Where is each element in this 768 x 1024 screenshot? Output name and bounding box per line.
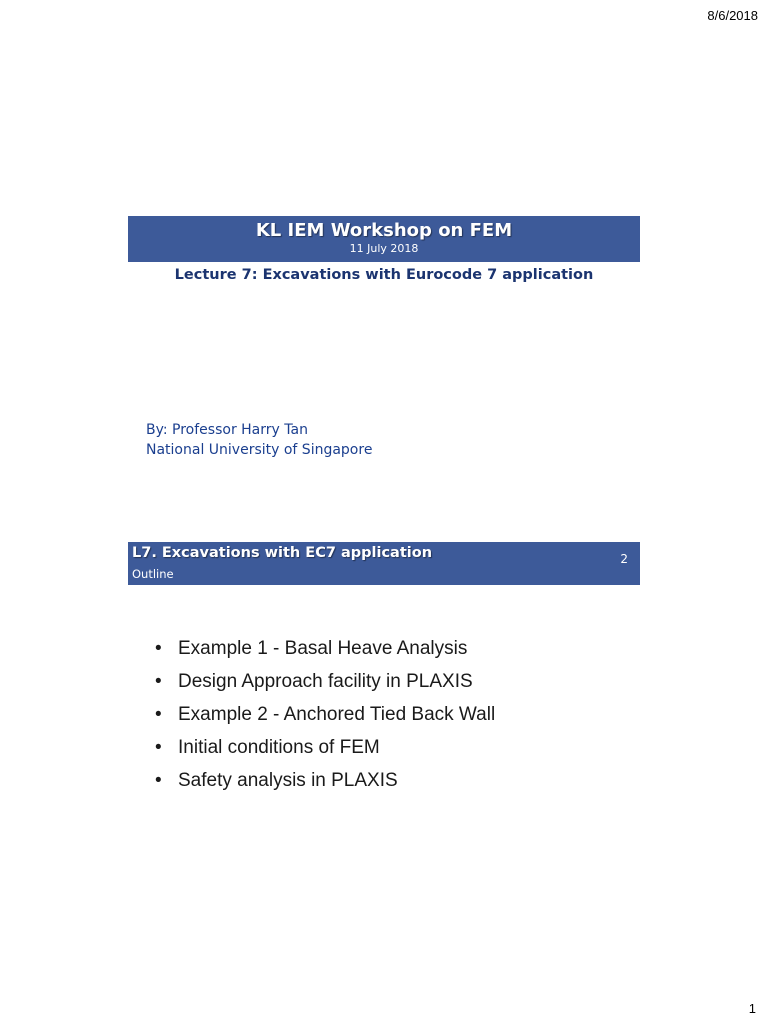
lecture-title: Lecture 7: Excavations with Eurocode 7 application	[174, 267, 594, 283]
bullet-icon: •	[155, 671, 162, 692]
page-number: 1	[748, 1001, 756, 1016]
print-date: 8/6/2018	[707, 8, 758, 23]
list-item: • Example 1 - Basal Heave Analysis	[155, 632, 495, 665]
list-item: • Safety analysis in PLAXIS	[155, 764, 495, 797]
bullet-icon: •	[155, 704, 162, 725]
author-affiliation: National University of Singapore	[146, 442, 373, 458]
workshop-title: KL IEM Workshop on FEM	[255, 220, 513, 241]
list-item: • Design Approach facility in PLAXIS	[155, 665, 495, 698]
slide-subtitle: Outline	[132, 567, 174, 581]
workshop-date: 11 July 2018	[349, 242, 419, 255]
bullet-icon: •	[155, 638, 162, 659]
list-item: • Example 2 - Anchored Tied Back Wall	[155, 698, 495, 731]
title-banner	[128, 216, 640, 262]
outline-banner	[128, 542, 640, 585]
slide-title: L7. Excavations with EC7 application	[132, 545, 433, 561]
bullet-icon: •	[155, 770, 162, 791]
slide-number: 2	[620, 552, 628, 566]
bullet-icon: •	[155, 737, 162, 758]
author-block	[146, 420, 372, 460]
author-name: By: Professor Harry Tan	[146, 422, 308, 438]
outline-list	[155, 632, 495, 797]
list-item: • Initial conditions of FEM	[155, 731, 495, 764]
